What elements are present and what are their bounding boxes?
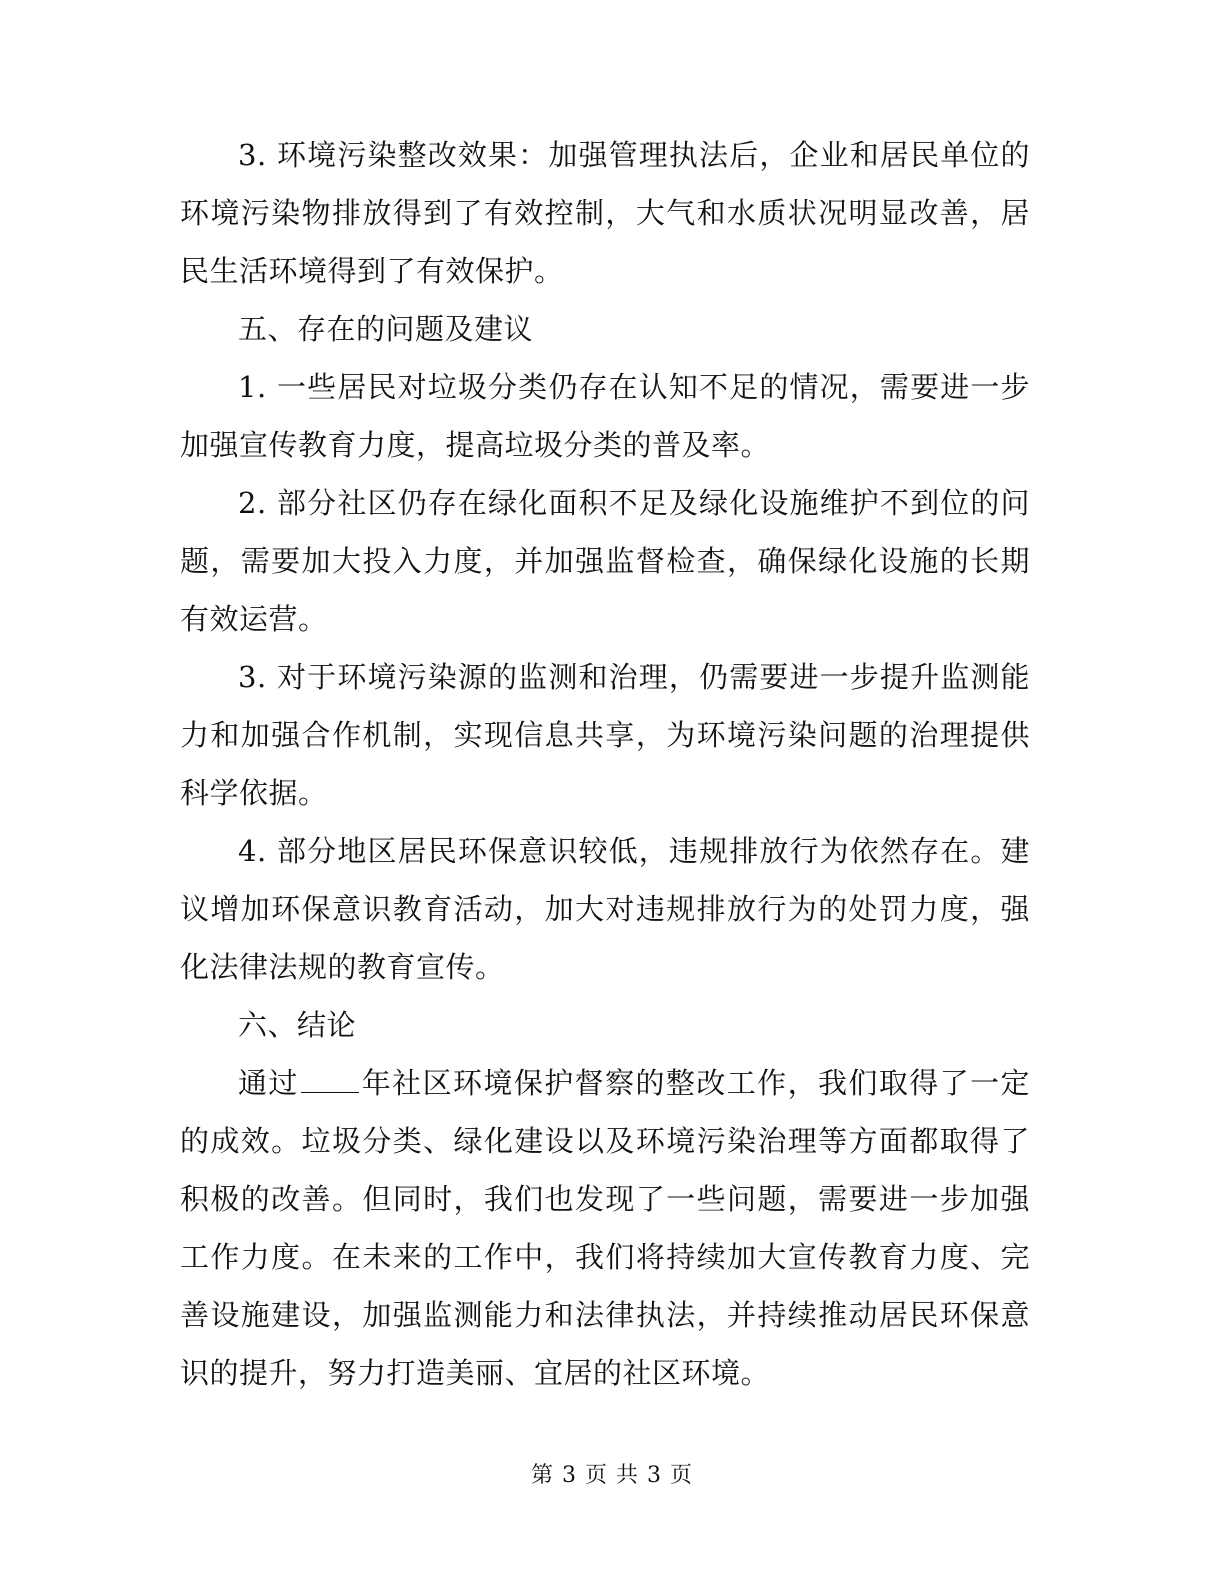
section-heading-problems: 五、存在的问题及建议 bbox=[238, 312, 534, 346]
page-footer: 第 3 页 共 3 页 bbox=[531, 1463, 693, 1488]
year-blank bbox=[301, 1062, 359, 1093]
document-body bbox=[180, 126, 1030, 1402]
section-heading-conclusion: 六、结论 bbox=[238, 1008, 357, 1042]
paragraph-issue-1: 1. 一些居民对垃圾分类仍存在认知不足的情况，需要进一步加强宣传教育力度，提高垃圾分类的普及率。 bbox=[180, 370, 1030, 462]
paragraph-issue-4: 4. 部分地区居民环保意识较低，违规排放行为依然存在。建议增加环保意识教育活动，加大对违规排放行为的处罚力度，强化法律法规的教育宣传。 bbox=[180, 834, 1030, 984]
conclusion-body: 年社区环境保护督察的整改工作，我们取得了一定的成效。垃圾分类、绿化建设以及环境污染治理等方面都取得了积极的改善。但同时，我们也发现了一些问题，需要进一步加强工作力度。在未来的工作中，我们将持续加大宣传教育力度、完善设施建设，加强监测能力和法律执法，并持续推动居民环保意识的提升，努力打造美丽、宜居的社区环境。 bbox=[180, 1066, 1030, 1390]
conclusion-prefix: 通过 bbox=[238, 1066, 299, 1100]
paragraph-issue-2: 2. 部分社区仍存在绿化面积不足及绿化设施维护不到位的问题，需要加大投入力度，并加强监督检查，确保绿化设施的长期有效运营。 bbox=[180, 486, 1030, 636]
paragraph-pollution-result: 3. 环境污染整改效果：加强管理执法后，企业和居民单位的环境污染物排放得到了有效控制，大气和水质状况明显改善，居民生活环境得到了有效保护。 bbox=[180, 138, 1030, 288]
paragraph-issue-3: 3. 对于环境污染源的监测和治理，仍需要进一步提升监测能力和加强合作机制，实现信息共享，为环境污染问题的治理提供科学依据。 bbox=[180, 660, 1030, 810]
paragraph-conclusion bbox=[180, 1054, 1030, 1402]
